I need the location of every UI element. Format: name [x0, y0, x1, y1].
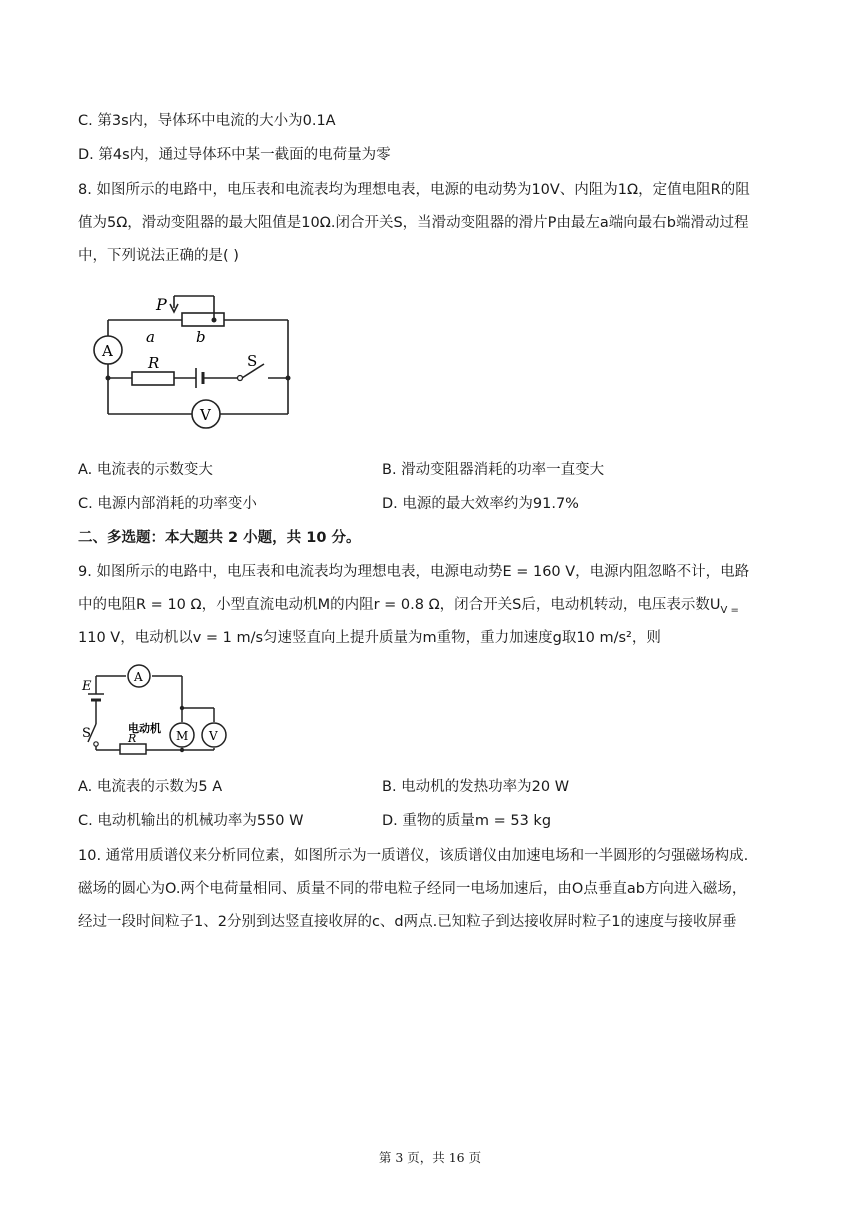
q8-label-p: P [156, 295, 167, 314]
q8-label-a: a [146, 328, 155, 346]
q8-option-c: C. 电源内部消耗的功率变小 [78, 496, 257, 512]
q9-label-ammeter: A [134, 670, 143, 684]
q8-stem-line-2: 值为5Ω，滑动变阻器的最大阻值是10Ω.闭合开关S，当滑动变阻器的滑片P由最左a端向最右b端滑动过程 [78, 215, 749, 231]
q9-label-r: R [128, 732, 137, 745]
page-footer: 第 3 页，共 16 页 [378, 1150, 482, 1165]
q9-label-motor: M [176, 729, 189, 743]
q10-stem-line-3: 经过一段时间粒子1、2分别到达竖直接收屏的c、d两点.已知粒子到达接收屏时粒子1的速度与接收屏垂 [78, 914, 737, 930]
q8-stem-line-1: 8. 如图所示的电路中，电压表和电流表均为理想电表，电源的电动势为10V、内阻为1Ω，定值电阻R的阻 [78, 182, 750, 198]
q8-label-b: b [196, 328, 206, 346]
q9-option-d: D. 重物的质量m = 53 kg [382, 813, 552, 829]
q9-stem-line-2 [78, 595, 739, 621]
q7-option-c: C. 第3s内，导体环中电流的大小为0.1A [78, 113, 336, 129]
q9-stem-line-2-text: 中的电阻R = 10 Ω，小型直流电动机M的内阻r = 0.8 Ω，闭合开关S后，电动机转动，电压表示数U [78, 597, 721, 613]
q7-option-d: D. 第4s内，通过导体环中某一截面的电荷量为零 [78, 147, 391, 163]
q9-stem-line-3: 110 V，电动机以v = 1 m/s匀速竖直向上提升质量为m重物，重力加速度g取10 m/s²，则 [78, 630, 661, 646]
q9-option-b: B. 电动机的发热功率为20 W [382, 779, 570, 795]
q10-stem-line-2: 磁场的圆心为O.两个电荷量相同、质量不同的带电粒子经同一电场加速后，由O点垂直ab方向进入磁场， [78, 881, 747, 897]
q9-label-e: E [82, 679, 92, 694]
q8-stem-line-3: 中，下列说法正确的是( ) [78, 248, 239, 264]
q9-circuit-diagram [78, 662, 248, 762]
q9-stem-line-1: 9. 如图所示的电路中，电压表和电流表均为理想电表，电源电动势E = 160 V，电源内阻忽略不计，电路 [78, 564, 750, 580]
q9-option-a: A. 电流表的示数为5 A [78, 779, 223, 795]
q8-circuit-diagram [92, 288, 302, 438]
q9-label-motor-text: 电动机 [128, 722, 161, 735]
q9-stem-line-2-tail: V = [720, 604, 739, 616]
q8-label-ammeter: A [102, 342, 113, 360]
section-heading-multiple-choice: 二、多选题：本大题共 2 小题，共 10 分。 [78, 530, 361, 546]
q9-label-switch: S [82, 726, 91, 741]
q9-option-c: C. 电动机输出的机械功率为550 W [78, 813, 304, 829]
q8-option-a: A. 电流表的示数变大 [78, 462, 213, 478]
q8-option-b: B. 滑动变阻器消耗的功率一直变大 [382, 462, 605, 478]
q8-label-r: R [148, 354, 160, 372]
q10-stem-line-1: 10. 通常用质谱仪来分析同位素，如图所示为一质谱仪，该质谱仪由加速电场和一半圆形的匀强磁场构成. [78, 848, 749, 864]
q8-label-voltmeter: V [200, 406, 211, 424]
q8-label-switch: S [247, 352, 258, 370]
q8-option-d: D. 电源的最大效率约为91.7% [382, 496, 579, 512]
q9-label-voltmeter: V [209, 729, 218, 743]
